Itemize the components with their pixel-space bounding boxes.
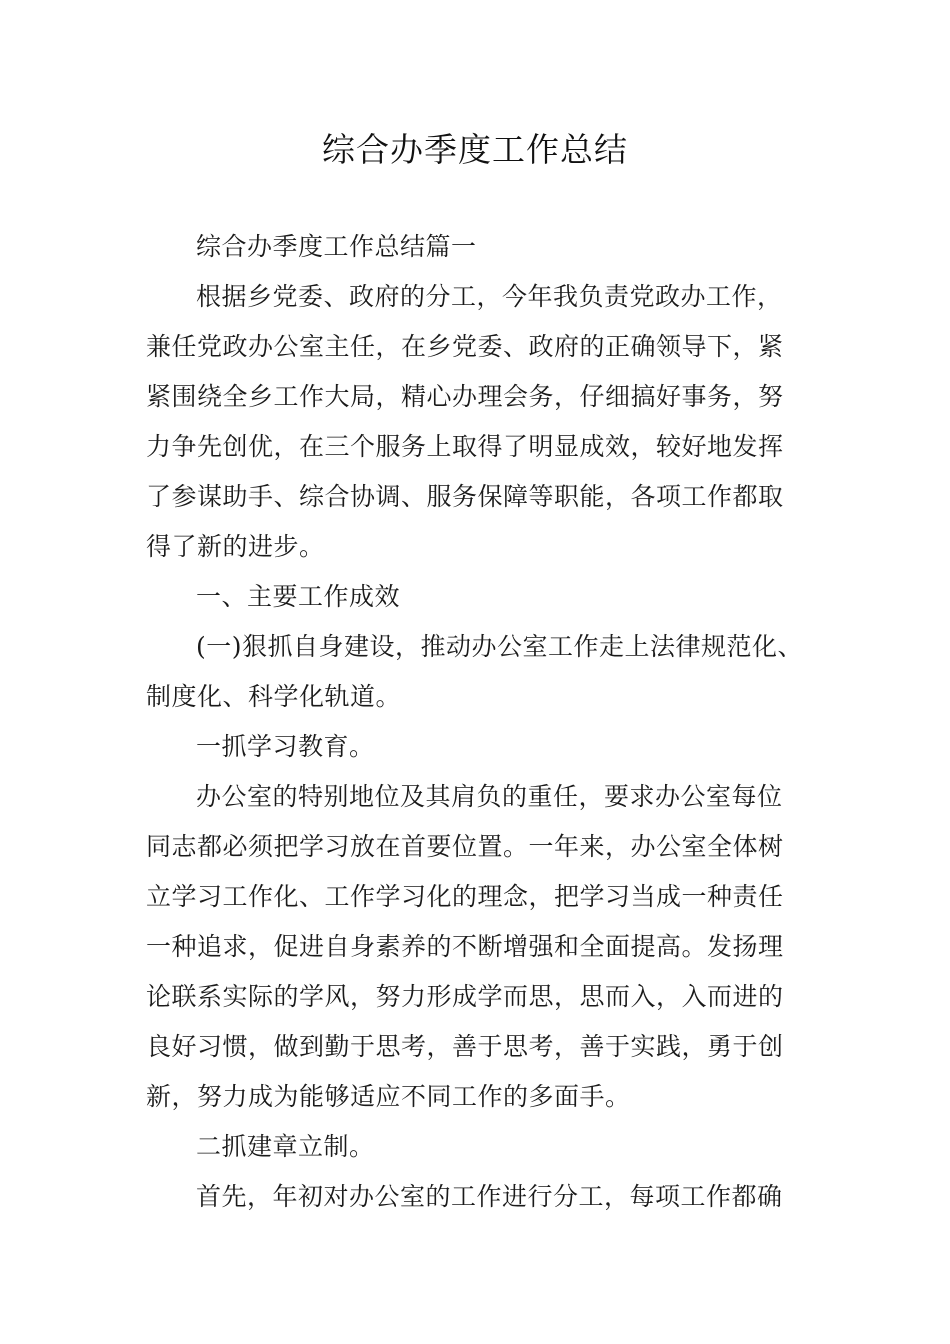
text-line: 根据乡党委、政府的分工，今年我负责党政办工作， (196, 282, 783, 311)
text-line: 制度化、科学化轨道。 (146, 682, 402, 711)
text-line: 立学习工作化、工作学习化的理念，把学习当成一种责任 (146, 882, 784, 911)
text-line: 力争先创优，在三个服务上取得了明显成效，较好地发挥 (146, 432, 784, 461)
text-line: 兼任党政办公室主任，在乡党委、政府的正确领导下，紧 (146, 332, 784, 361)
text-line: 一抓学习教育。 (196, 732, 375, 761)
text-line: 同志都必须把学习放在首要位置。一年来，办公室全体树 (146, 832, 784, 861)
text-line: 紧围绕全乡工作大局，精心办理会务，仔细搞好事务，努 (146, 382, 784, 411)
document-title: 综合办季度工作总结 (322, 130, 628, 169)
text-line: 了参谋助手、综合协调、服务保障等职能，各项工作都取 (146, 482, 784, 511)
text-line: 良好习惯，做到勤于思考，善于思考，善于实践，勇于创 (146, 1032, 784, 1061)
text-line: (一)狠抓自身建设，推动办公室工作走上法律规范化、 (196, 632, 804, 661)
document-body (146, 222, 822, 1222)
text-line: 论联系实际的学风，努力形成学而思，思而入，入而进的 (146, 982, 784, 1011)
text-line: 首先，年初对办公室的工作进行分工，每项工作都确 (196, 1182, 783, 1211)
text-line: 综合办季度工作总结篇一 (196, 232, 477, 261)
text-line: 二抓建章立制。 (196, 1132, 375, 1161)
text-line: 办公室的特别地位及其肩负的重任，要求办公室每位 (196, 782, 783, 811)
text-line: 一种追求，促进自身素养的不断增强和全面提高。发扬理 (146, 932, 784, 961)
text-line: 一、主要工作成效 (196, 582, 401, 611)
text-line: 新，努力成为能够适应不同工作的多面手。 (146, 1082, 631, 1111)
text-line: 得了新的进步。 (146, 532, 325, 561)
